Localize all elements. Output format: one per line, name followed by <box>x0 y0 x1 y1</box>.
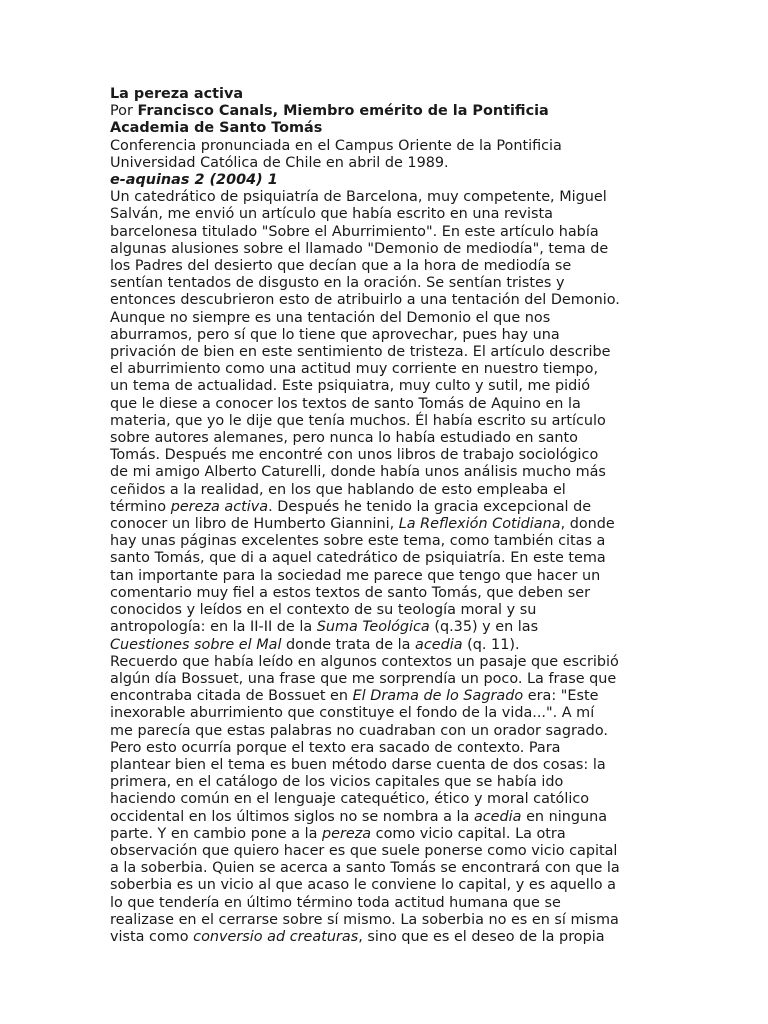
body-line <box>110 396 662 413</box>
body-line <box>110 740 662 757</box>
body-text-segment: parte. Y en cambio pone a la <box>110 825 322 842</box>
italic-term: acedia <box>473 808 522 825</box>
body-line <box>110 258 662 275</box>
body-text-segment: algún día Bossuet, una frase que me sorprendía un poco. La frase que <box>110 670 617 687</box>
body-line <box>110 550 662 567</box>
body-text-segment: observación que quiero hacer es que suele ponerse como vicio capital <box>110 842 618 859</box>
body-text-segment: inexorable aburrimiento que constituye el fondo de la vida...". A mí <box>110 705 595 722</box>
body-text-segment: , sino que es el deseo de la propia <box>358 928 605 945</box>
body-text-segment: me parecía que estas palabras no cuadraban con un orador sagrado. <box>110 722 608 739</box>
body-text-segment: privación de bien en este sentimiento de tristeza. El artículo describe <box>110 344 611 361</box>
body-text-segment: sobre autores alemanes, pero nunca lo había estudiado en santo <box>110 430 578 447</box>
body-text-segment: encontraba citada de Bossuet en <box>110 688 353 705</box>
body-line <box>110 241 662 258</box>
italic-term: La Reflexión Cotidiana <box>398 516 561 533</box>
body-line <box>110 447 662 464</box>
source-citation: e-aquinas 2 (2004) 1 <box>110 172 278 189</box>
body-text-segment: de mi amigo Alberto Caturelli, donde había unos análisis mucho más <box>110 464 606 481</box>
byline <box>110 103 662 120</box>
body-text-segment: realizase en el cerrarse sobre sí mismo. La soberbia no es en sí misma <box>110 911 619 928</box>
body-text-segment: . Después he tenido la gracia excepcional de <box>268 498 592 515</box>
body-line <box>110 791 662 808</box>
italic-term: El Drama de lo Sagrado <box>352 688 524 705</box>
conference-note-line-2: Universidad Católica de Chile en abril de 1989. <box>110 154 449 171</box>
body-text-segment: algunas alusiones sobre el llamado "Demonio de mediodía", tema de <box>110 240 609 257</box>
body-text-segment: donde trata de la <box>281 636 416 653</box>
italic-term: pereza activa <box>170 498 269 515</box>
body-text-segment: conocer un libro de Humberto Giannini, <box>110 516 399 533</box>
body-text-segment: término <box>110 498 171 515</box>
body-line <box>110 275 662 292</box>
body-line <box>110 757 662 774</box>
body-text-segment: en ninguna <box>521 808 608 825</box>
body-text-segment: Pero esto ocurría porque el texto era sacado de contexto. Para <box>110 739 561 756</box>
body-line <box>110 688 662 705</box>
body-text-segment: Aunque no siempre es una tentación del Demonio el que nos <box>110 309 551 326</box>
italic-term: conversio ad creaturas <box>193 928 359 945</box>
body-line <box>110 464 662 481</box>
body-line <box>110 206 662 223</box>
body-line <box>110 310 662 327</box>
body-text-segment: era: "Este <box>523 688 599 705</box>
body-text-segment: (q. 11). <box>462 636 520 653</box>
body-text-segment: aburramos, pero sí que lo tiene que aprovechar, pues hay una <box>110 326 560 343</box>
body-text-segment: un tema de actualidad. Este psiquiatra, muy culto y sutil, me pidió <box>110 378 591 395</box>
body-text-segment: a la soberbia. Quien se acerca a santo Tomás se encontrará con que la <box>110 860 620 877</box>
body-text-segment: Un catedrático de psiquiatría de Barcelona, muy competente, Miguel <box>110 189 607 206</box>
body-line <box>110 929 662 946</box>
italic-term: pereza <box>321 825 372 842</box>
body-text-segment: primera, en el catálogo de los vicios capitales que se había ido <box>110 774 564 791</box>
body-line <box>110 482 662 499</box>
body-text-segment: barcelonesa titulado "Sobre el Aburrimiento". En este artículo había <box>110 223 599 240</box>
italic-term: Suma Teológica <box>316 619 430 636</box>
body-text-segment: lo que tendería en último término toda actitud humana que se <box>110 894 561 911</box>
conference-note-line-1: Conferencia pronunciada en el Campus Oriente de la Pontificia <box>110 137 562 154</box>
body-text-segment: sentían tentados de disgusto en la oración. Se sentían tristes y <box>110 275 565 292</box>
body-line <box>110 413 662 430</box>
body-line <box>110 843 662 860</box>
body-text-segment: hay unas páginas excelentes sobre este tema, como también citas a <box>110 533 606 550</box>
body-line <box>110 327 662 344</box>
body-text-segment: soberbia es un vicio al que acaso le conviene lo capital, y es aquello a <box>110 877 616 894</box>
body-text-segment: entonces descubrieron esto de atribuirlo a una tentación del Demonio. <box>110 292 620 309</box>
italic-term: acedia <box>415 636 463 653</box>
body-line <box>110 723 662 740</box>
body-line <box>110 533 662 550</box>
body-text-segment: occidental en los últimos siglos no se nombra a la <box>110 808 474 825</box>
body-text-segment: ceñidos a la realidad, en los que hablando de esto empleaba el <box>110 481 566 498</box>
body-line <box>110 499 662 516</box>
body-text-segment: comentario muy fiel a estos textos de santo Tomás, que deben ser <box>110 584 590 601</box>
body-line <box>110 292 662 309</box>
body-text-segment: antropología: en la II-II de la <box>110 619 317 636</box>
body-text-segment: Salván, me envió un artículo que había escrito en una revista <box>110 206 553 223</box>
body-line <box>110 344 662 361</box>
body-line <box>110 705 662 722</box>
body-line <box>110 774 662 791</box>
body-line <box>110 568 662 585</box>
body-line <box>110 860 662 877</box>
byline-prefix: Por <box>110 103 138 120</box>
body-line <box>110 671 662 688</box>
body-line <box>110 637 662 654</box>
body-line <box>110 809 662 826</box>
body-line <box>110 224 662 241</box>
body-text-segment: , donde <box>560 516 615 533</box>
body-line <box>110 826 662 843</box>
body-text-segment: los Padres del desierto que decían que a la hora de mediodía se <box>110 258 572 275</box>
body-line <box>110 654 662 671</box>
italic-term: Cuestiones sobre el Mal <box>110 636 282 653</box>
document-page <box>110 86 662 946</box>
body-line <box>110 189 662 206</box>
body-line <box>110 361 662 378</box>
body-text-segment: materia, que yo le dije que tenía muchos. Él había escrito su artículo <box>110 412 606 429</box>
author-affiliation: Academia de Santo Tomás <box>110 120 323 137</box>
body-text-segment: plantear bien el tema es buen método darse cuenta de dos cosas: la <box>110 756 606 773</box>
body-text-segment: Tomás. Después me encontré con unos libros de trabajo sociológico <box>110 447 599 464</box>
body-text-segment: que le diese a conocer los textos de santo Tomás de Aquino en la <box>110 395 581 412</box>
body-line <box>110 378 662 395</box>
body-line <box>110 585 662 602</box>
body-line <box>110 912 662 929</box>
author-name: Francisco Canals, Miembro emérito de la Pontificia <box>137 103 549 120</box>
body-line <box>110 516 662 533</box>
body-text-segment: Recuerdo que había leído en algunos contextos un pasaje que escribió <box>110 653 619 670</box>
body-text-segment: tan importante para la sociedad me parece que tengo que hacer un <box>110 567 601 584</box>
body-text-segment: (q.35) y en las <box>429 619 539 636</box>
body-text-segment: el aburrimiento como una actitud muy corriente en nuestro tiempo, <box>110 361 599 378</box>
body-line <box>110 877 662 894</box>
body-line <box>110 602 662 619</box>
body-line <box>110 619 662 636</box>
body-text-segment: haciendo común en el lenguaje catequético, ético y moral católico <box>110 791 590 808</box>
document-title: La pereza activa <box>110 86 244 102</box>
body-text <box>110 189 662 946</box>
body-line <box>110 895 662 912</box>
body-text-segment: como vicio capital. La otra <box>371 825 566 842</box>
body-text-segment: conocidos y leídos en el contexto de su teología moral y su <box>110 602 537 619</box>
body-text-segment: santo Tomás, que di a aquel catedrático de psiquiatría. En este tema <box>110 550 606 567</box>
body-line <box>110 430 662 447</box>
body-text-segment: vista como <box>110 928 194 945</box>
